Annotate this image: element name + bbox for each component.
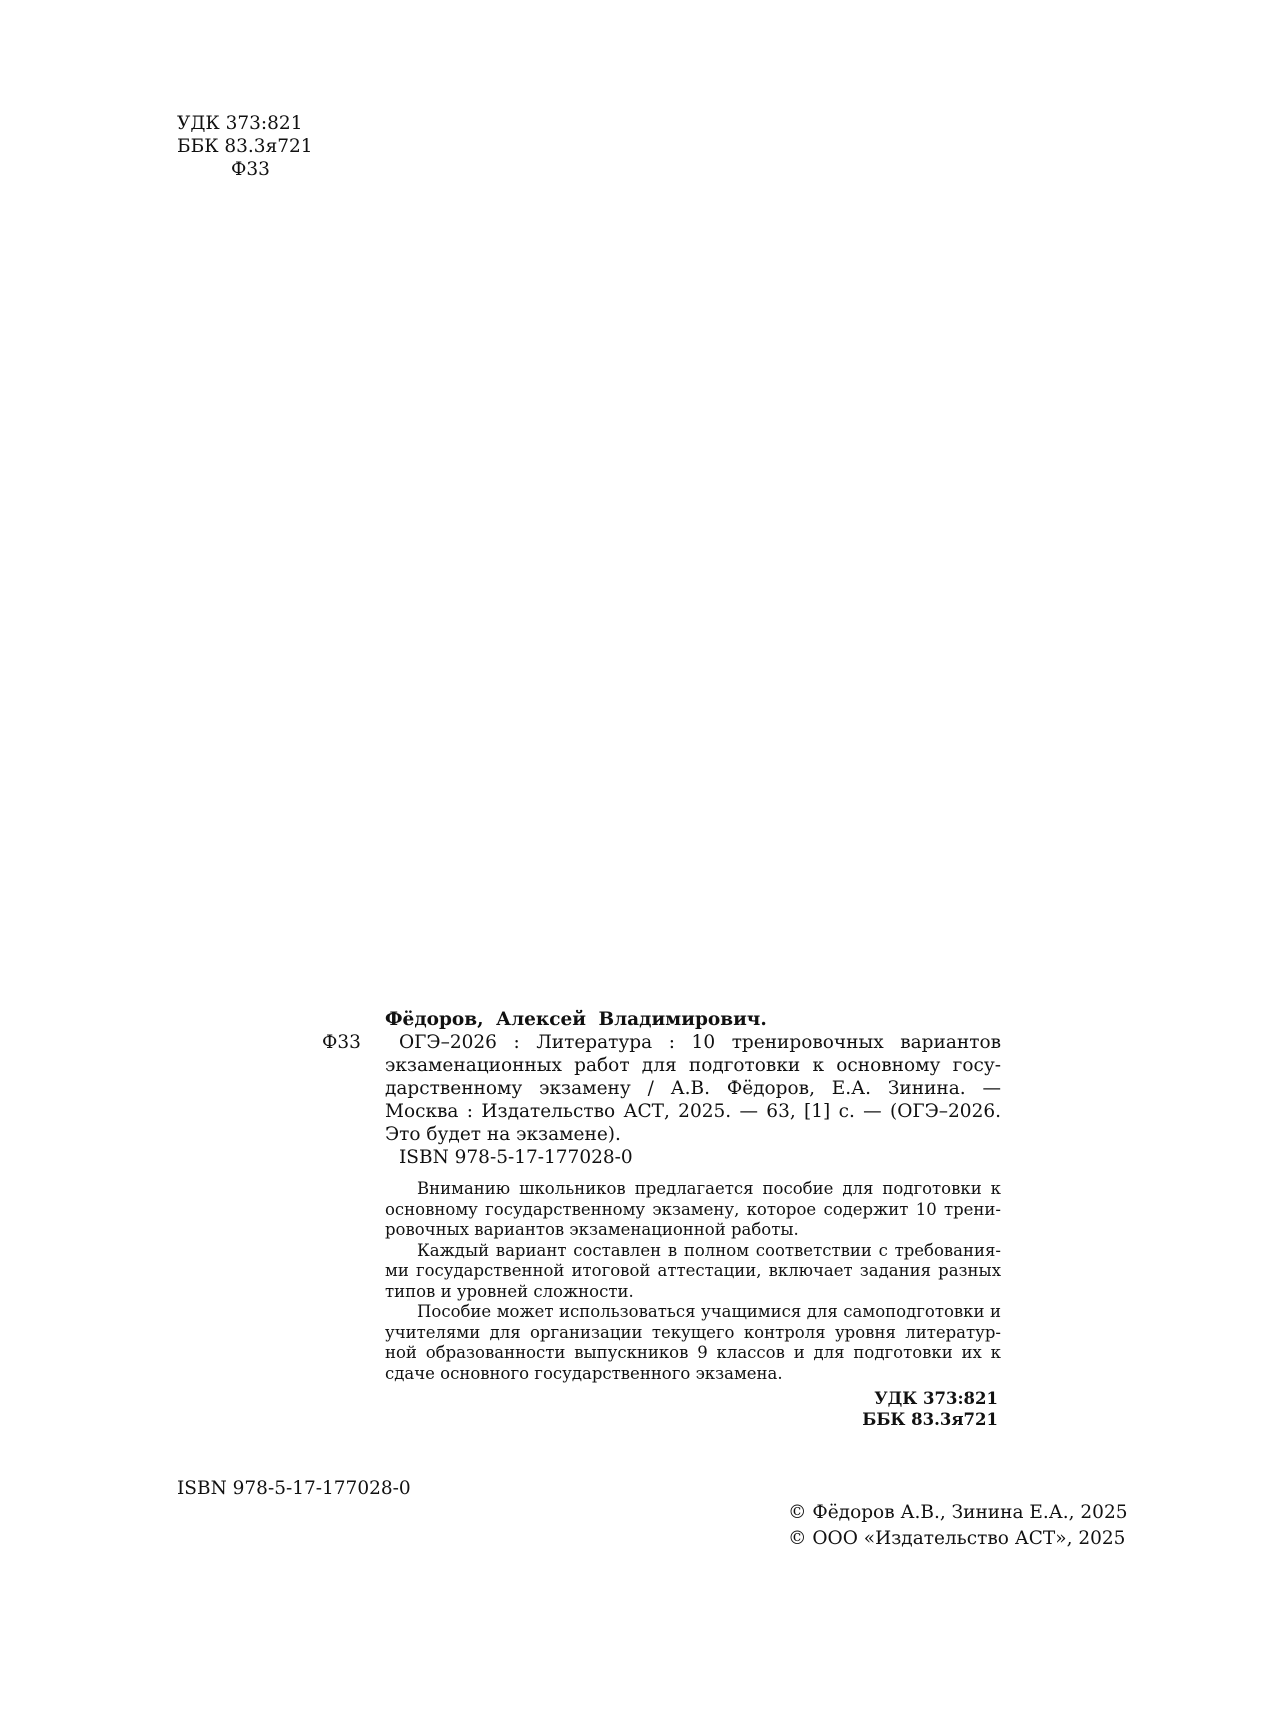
bbk-code: ББК 83.3я721 [177, 136, 313, 157]
annotation-line: Вниманию школьников предлагается пособие для подготовки к [417, 1179, 1001, 1198]
card-isbn: ISBN 978-5-17-177028-0 [399, 1147, 633, 1168]
card-description-line: Москва : Издательство АСТ, 2025. — 63, [1] с. — (ОГЭ–2026. [385, 1101, 1001, 1122]
card-classification [385, 1389, 1001, 1430]
annotation-line: Пособие может использоваться учащимися для самоподготовки и [417, 1302, 1001, 1321]
annotation-line: ми государственной итоговой аттестации, включает задания разных [385, 1261, 1001, 1280]
catalog-card [322, 1008, 1001, 1430]
annotation-line: Каждый вариант составлен в полном соответствии с требования- [417, 1240, 1001, 1260]
annotation-line: учителями для организации текущего контроля уровня литератур- [385, 1322, 1001, 1342]
footer-isbn: ISBN 978-5-17-177028-0 [177, 1478, 411, 1499]
annotation-line: ровочных вариантов экзаменационной работы. [385, 1220, 799, 1239]
annotation-line: сдаче основного государственного экзамена. [385, 1363, 783, 1383]
udk-code: УДК 373:821 [177, 113, 303, 134]
annotation-line: основному государственному экзамену, которое содержит 10 трени- [385, 1199, 1001, 1219]
card-author-mark: Ф33 [322, 1032, 361, 1053]
card-author: Фёдоров, Алексей Владимирович. [385, 1009, 767, 1030]
card-description-line: дарственному экзамену / А.В. Фёдоров, Е.А. Зинина. — [385, 1078, 1001, 1099]
card-udk: УДК 373:821 [874, 1389, 998, 1408]
author-mark: Ф33 [231, 159, 270, 180]
annotation-line: типов и уровней сложности. [385, 1281, 634, 1301]
header-classification-codes [177, 112, 313, 181]
card-description-line: экзаменационных работ для подготовки к основному госу- [385, 1055, 1001, 1076]
annotation-line: ной образованности выпускников 9 классов и для подготовки их к [385, 1343, 1001, 1362]
card-annotation [385, 1179, 1001, 1384]
copyright-publisher: © ООО «Издательство АСТ», 2025 [788, 1528, 1126, 1549]
card-bbk: ББК 83.3я721 [862, 1409, 998, 1429]
copyright-block [788, 1500, 1128, 1552]
card-description-line: Это будет на экзамене). [385, 1124, 621, 1145]
card-description-line: ОГЭ–2026 : Литература : 10 тренировочных вариантов [399, 1032, 1001, 1053]
copyright-authors: © Фёдоров А.В., Зинина Е.А., 2025 [788, 1502, 1128, 1523]
